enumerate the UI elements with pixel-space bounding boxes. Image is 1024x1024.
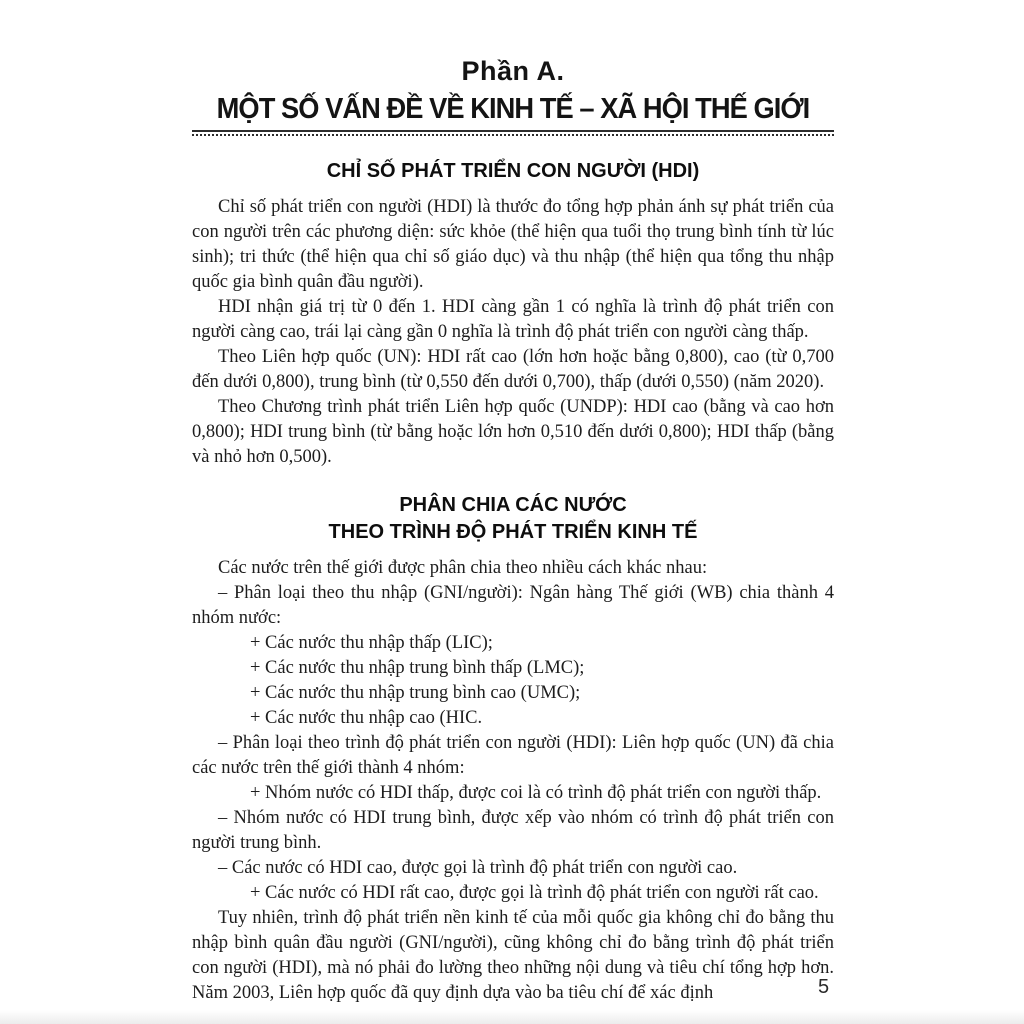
page-number: 5 bbox=[818, 976, 830, 998]
list-item-dash: – Các nước có HDI cao, được gọi là trình độ phát triển con người cao. bbox=[218, 858, 738, 878]
paragraph: HDI nhận giá trị từ 0 đến 1. HDI càng gần 1 có nghĩa là trình độ phát triển con người càng cao, trái lại càng gần 0 nghĩa là trình độ phát triển con người càng thấp. bbox=[192, 297, 834, 342]
paragraph: Theo Liên hợp quốc (UN): HDI rất cao (lớn hơn hoặc bằng 0,800), cao (từ 0,700 đến dưới 0,800), trung bình (từ 0,550 đến dưới 0,700), thấp (dưới 0,550) (năm 2020). bbox=[192, 347, 834, 392]
list-item-dash: – Phân loại theo thu nhập (GNI/người): Ngân hàng Thế giới (WB) chia thành 4 nhóm nước: bbox=[192, 583, 834, 628]
paragraph: Chỉ số phát triển con người (HDI) là thước đo tổng hợp phản ánh sự phát triển của con người trên các phương diện: sức khỏe (thể hiện qua tuổi thọ trung bình tính từ lúc sinh); tri thức (thể hiện qua chỉ số giáo dục) và thu nhập (thể hiện qua tổng thu nhập quốc gia bình quân đầu người). bbox=[192, 197, 834, 292]
list-item-plus: + Các nước thu nhập trung bình thấp (LMC); bbox=[250, 658, 585, 678]
section-heading-line1: PHÂN CHIA CÁC NƯỚC bbox=[399, 494, 627, 516]
list-item-plus: + Các nước có HDI rất cao, được gọi là trình độ phát triển con người rất cao. bbox=[250, 883, 819, 903]
list-item-plus: + Các nước thu nhập trung bình cao (UMC); bbox=[250, 683, 581, 703]
title-rule-dotted bbox=[192, 134, 834, 136]
list-item-plus: + Các nước thu nhập thấp (LIC); bbox=[250, 633, 493, 653]
list-item-dash: – Nhóm nước có HDI trung bình, được xếp vào nhóm có trình độ phát triển con người trung bình. bbox=[192, 808, 834, 853]
list-item-plus: + Các nước thu nhập cao (HIC. bbox=[250, 708, 483, 728]
list-item-plus: + Nhóm nước có HDI thấp, được coi là có trình độ phát triển con người thấp. bbox=[250, 783, 822, 803]
paragraph: Các nước trên thế giới được phân chia theo nhiều cách khác nhau: bbox=[218, 558, 708, 578]
paragraph: Theo Chương trình phát triển Liên hợp quốc (UNDP): HDI cao (bằng và cao hơn 0,800); HDI trung bình (từ bằng hoặc lớn hơn 0,510 đến dưới 0,800); HDI thấp (bằng và nhỏ hơn 0,500). bbox=[192, 397, 834, 467]
paragraph: Tuy nhiên, trình độ phát triển nền kinh tế của mỗi quốc gia không chỉ đo bằng thu nhập bình quân đầu người (GNI/người), cũng không chỉ đo bằng trình độ phát triển con người (HDI), mà nó phải đo lường theo những nội dung và tiêu chí tổng hợp hơn. Năm 2003, Liên hợp quốc đã quy định dựa vào ba tiêu chí để xác định bbox=[192, 908, 834, 1003]
list-item-dash: – Phân loại theo trình độ phát triển con người (HDI): Liên hợp quốc (UN) đã chia các nước trên thế giới thành 4 nhóm: bbox=[192, 733, 834, 778]
section-heading-line2: THEO TRÌNH ĐỘ PHÁT TRIỂN KINH TẾ bbox=[328, 521, 698, 543]
title-rule-solid bbox=[192, 130, 834, 132]
part-title: MỘT SỐ VẤN ĐỀ VỀ KINH TẾ – XÃ HỘI THẾ GIỚI bbox=[216, 93, 810, 125]
section-heading-phan-chia bbox=[192, 492, 834, 546]
page-bottom-shadow bbox=[0, 1010, 1024, 1024]
page-content bbox=[192, 56, 834, 1006]
section-heading-hdi: CHỈ SỐ PHÁT TRIỂN CON NGƯỜI (HDI) bbox=[326, 160, 700, 182]
part-label: Phần A. bbox=[461, 56, 565, 86]
